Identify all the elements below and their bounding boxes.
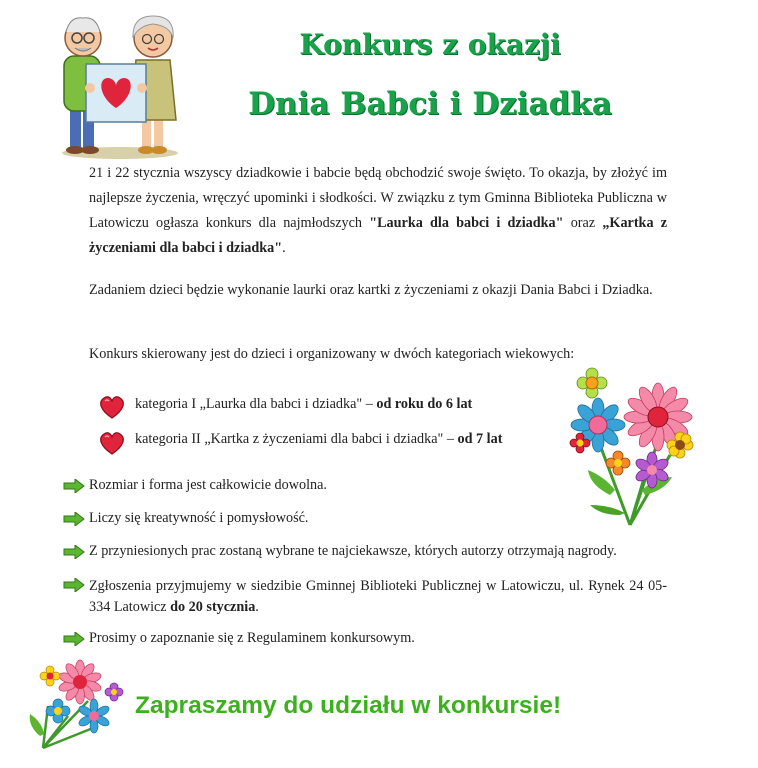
arrow-right-icon	[63, 512, 85, 526]
heart-icon	[98, 394, 126, 420]
title-line-2: Dnia Babci i Dziadka	[248, 86, 612, 122]
arrow-right-icon	[63, 479, 85, 493]
rule-item	[63, 630, 683, 647]
category-text: kategoria II „Kartka z życzeniami dla babci i dziadka" –	[135, 431, 458, 447]
intro-text: oraz	[563, 215, 603, 231]
intro-paragraph	[89, 161, 667, 261]
arrow-right-icon	[63, 545, 85, 559]
category-text: kategoria I „Laurka dla babci i dziadka" –	[135, 396, 377, 412]
audience-paragraph: Konkurs skierowany jest do dzieci i organizowany w dwóch kategoriach wiekowych:	[89, 346, 575, 362]
category-1	[135, 396, 472, 413]
category-2	[135, 431, 502, 448]
rule-text: Liczy się kreatywność i pomysłowość.	[89, 510, 309, 526]
closing-invitation: Zapraszamy do udziału w konkursie!	[135, 692, 562, 719]
contest-name-2: „Kartka z życzeniami dla babci i dziadka"	[89, 215, 668, 256]
flower-bouquet	[28, 656, 128, 751]
category-age: od roku do 6 lat	[376, 396, 473, 412]
rule-text: Prosimy o zapoznanie się z Regulaminem konkursowym.	[89, 630, 415, 646]
rule-text-part: Zgłoszenia przyjmujemy w siedzibie Gminnej Biblioteki Publicznej w Latowiczu, ul. Rynek 24 05-334 Latowicz	[89, 578, 667, 615]
deadline: do 20 stycznia	[170, 599, 256, 615]
rule-text: Z przyniesionych prac zostaną wybrane te najciekawsze, których autorzy otrzymają nagrody.	[89, 543, 617, 559]
rule-item	[63, 510, 683, 527]
rule-text: Rozmiar i forma jest całkowicie dowolna.	[89, 477, 327, 493]
task-paragraph: Zadaniem dzieci będzie wykonanie laurki oraz kartki z życzeniami z okazji Dania Babci i Dziadka.	[89, 282, 653, 298]
title-line-1: Konkurs z okazji	[299, 28, 561, 61]
rule-text	[89, 576, 667, 618]
heart-icon	[98, 430, 126, 456]
rule-item	[63, 576, 669, 618]
rule-item	[63, 543, 683, 560]
intro-text: .	[282, 240, 286, 256]
rule-text-part: .	[255, 599, 259, 615]
flower-bouquet	[560, 365, 710, 530]
contest-name-1: "Laurka dla babci i dziadka"	[369, 215, 564, 231]
intro-text: 21 i 22 stycznia wszyscy dziadkowie i babcie będą obchodzić swoje święto. To okazja, by złożyć im najlepsze życzenia, wręczyć upominki i słodkości. W związku z tym Gminna Biblioteka Publiczna w Latowiczu ogłasza konkurs dla najmłodszych	[89, 165, 667, 231]
arrow-right-icon	[63, 578, 85, 592]
rule-item	[63, 477, 683, 494]
category-age: od 7 lat	[457, 431, 503, 447]
arrow-right-icon	[63, 632, 85, 646]
